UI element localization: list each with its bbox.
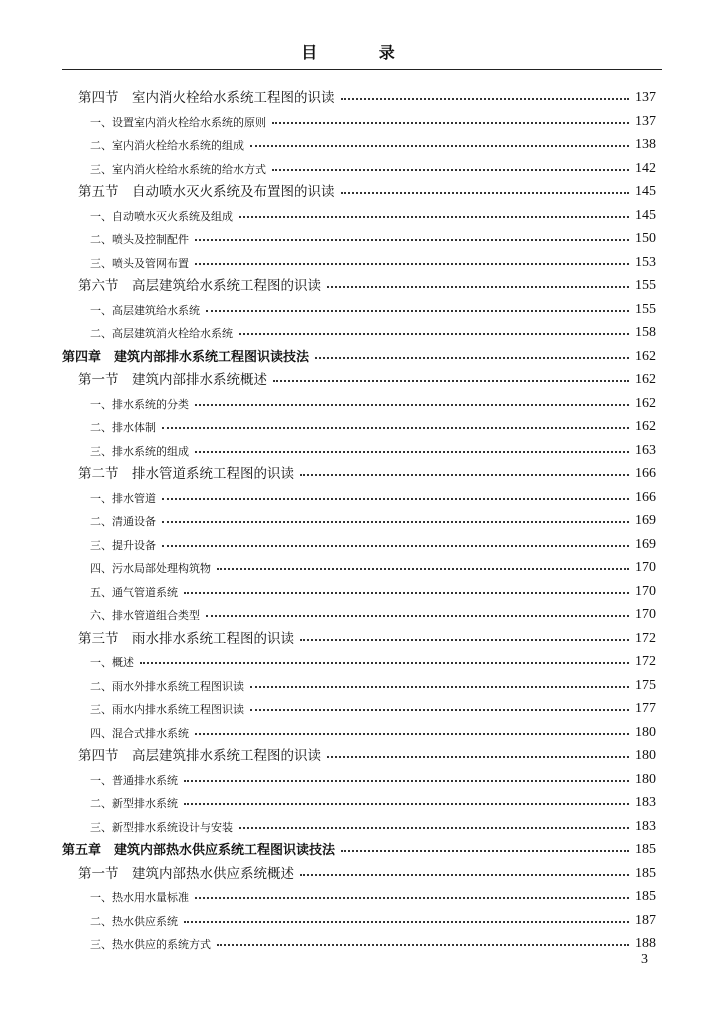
toc-entry-page: 185 bbox=[635, 889, 656, 904]
toc-entry-item[interactable] bbox=[90, 484, 656, 506]
toc-entry-label: 二、新型排水系统 bbox=[90, 797, 178, 810]
toc-entry-page: 170 bbox=[635, 560, 656, 575]
toc-entry-label: 第五节 自动喷水灭火系统及布置图的识读 bbox=[78, 184, 335, 200]
toc-entry-page: 169 bbox=[635, 536, 656, 552]
toc-entry-label: 一、设置室内消火栓给水系统的原则 bbox=[90, 115, 266, 129]
dot-leader bbox=[341, 850, 629, 852]
toc-entry-page: 185 bbox=[635, 842, 656, 857]
toc-entry-item[interactable] bbox=[90, 249, 656, 271]
toc-entry-label: 第三节 雨水排水系统工程图的识读 bbox=[78, 630, 294, 647]
toc-entry-page: 166 bbox=[635, 489, 656, 505]
toc-entry-label: 一、热水用水量标准 bbox=[90, 891, 189, 904]
dot-leader bbox=[206, 615, 629, 617]
toc-entry-page: 153 bbox=[635, 254, 656, 270]
toc-entry-page: 142 bbox=[635, 160, 656, 176]
toc-entry-page: 166 bbox=[635, 466, 656, 481]
toc-entry-section[interactable] bbox=[78, 625, 656, 647]
toc-entry-label: 四、污水局部处理构筑物 bbox=[90, 562, 211, 575]
toc-entry-label: 五、通气管道系统 bbox=[90, 585, 178, 599]
toc-entry-label: 二、喷头及控制配件 bbox=[90, 233, 189, 246]
toc-entry-label: 第四章 建筑内部排水系统工程图识读技法 bbox=[62, 349, 310, 365]
toc-entry-page: 187 bbox=[635, 912, 656, 928]
dot-leader bbox=[162, 427, 629, 429]
toc-entry-item[interactable] bbox=[90, 131, 656, 153]
dot-leader bbox=[300, 474, 629, 476]
toc-entry-label: 三、新型排水系统设计与安装 bbox=[90, 820, 233, 834]
page-number: 3 bbox=[641, 952, 648, 967]
toc-entry-label: 二、高层建筑消火栓给水系统 bbox=[90, 327, 233, 340]
toc-entry-page: 145 bbox=[635, 207, 656, 223]
toc-entry-item[interactable] bbox=[90, 930, 656, 952]
dot-leader bbox=[239, 216, 629, 218]
toc-entry-page: 180 bbox=[635, 724, 656, 740]
toc-entry-section[interactable] bbox=[78, 84, 656, 106]
toc-entry-page: 155 bbox=[635, 278, 656, 293]
toc-entry-page: 138 bbox=[635, 137, 656, 152]
toc-entry-page: 155 bbox=[635, 301, 656, 317]
toc-entry-label: 二、排水体制 bbox=[90, 421, 156, 434]
dot-leader bbox=[300, 874, 629, 876]
toc-entry-label: 第一节 建筑内部排水系统概述 bbox=[78, 372, 267, 388]
dot-leader bbox=[184, 592, 629, 594]
toc-entry-section[interactable] bbox=[78, 272, 656, 294]
toc-entry-label: 三、雨水内排水系统工程图识读 bbox=[90, 703, 244, 716]
toc-entry-label: 三、排水系统的组成 bbox=[90, 444, 189, 458]
toc-entry-label: 第五章 建筑内部热水供应系统工程图识读技法 bbox=[62, 843, 336, 858]
toc-entry-label: 一、自动喷水灭火系统及组成 bbox=[90, 209, 233, 223]
dot-leader bbox=[195, 239, 629, 241]
toc-entry-item[interactable] bbox=[90, 601, 656, 623]
toc-entry-page: 172 bbox=[635, 630, 656, 646]
dot-leader bbox=[327, 286, 629, 288]
toc-entry-page: 180 bbox=[635, 748, 656, 763]
toc-entry-item[interactable] bbox=[90, 695, 656, 717]
toc-entry-page: 158 bbox=[635, 325, 656, 340]
dot-leader bbox=[162, 498, 629, 500]
toc-entry-label: 三、室内消火栓给水系统的给水方式 bbox=[90, 162, 266, 176]
toc-entry-item[interactable] bbox=[90, 907, 656, 929]
toc-entry-item[interactable] bbox=[90, 578, 656, 600]
toc-entry-item[interactable] bbox=[90, 813, 656, 835]
toc-entry-page: 170 bbox=[635, 607, 656, 622]
toc-entry-page: 183 bbox=[635, 795, 656, 810]
toc-entry-label: 四、混合式排水系统 bbox=[90, 726, 189, 740]
toc-entry-item[interactable] bbox=[90, 507, 656, 529]
header-divider bbox=[62, 69, 662, 70]
toc-entry-page: 162 bbox=[635, 348, 656, 364]
toc-entry-label: 第二节 排水管道系统工程图的识读 bbox=[78, 466, 294, 482]
dot-leader bbox=[184, 803, 629, 805]
toc-entry-page: 137 bbox=[635, 113, 656, 129]
dot-leader bbox=[195, 263, 629, 265]
toc-entry-item[interactable] bbox=[90, 225, 656, 247]
dot-leader bbox=[341, 98, 630, 100]
toc-entry-chapter[interactable] bbox=[62, 343, 656, 365]
toc-entry-item[interactable] bbox=[90, 319, 656, 341]
toc-entry-page: 145 bbox=[635, 184, 656, 199]
toc-entry-page: 172 bbox=[635, 654, 656, 669]
toc-entry-label: 第四节 高层建筑排水系统工程图的识读 bbox=[78, 748, 321, 764]
toc-entry-item[interactable] bbox=[90, 554, 656, 576]
toc-entry-item[interactable] bbox=[90, 390, 656, 412]
toc-entry-label: 三、提升设备 bbox=[90, 538, 156, 552]
toc-entry-item[interactable] bbox=[90, 719, 656, 741]
toc-entry-item[interactable] bbox=[90, 766, 656, 788]
toc-entry-label: 二、清通设备 bbox=[90, 515, 156, 528]
dot-leader bbox=[217, 568, 629, 570]
toc-entry-chapter[interactable] bbox=[62, 836, 656, 858]
toc-entry-section[interactable] bbox=[78, 178, 656, 200]
toc-entry-page: 162 bbox=[635, 395, 656, 411]
toc-entry-item[interactable] bbox=[90, 296, 656, 318]
toc-entry-page: 163 bbox=[635, 442, 656, 458]
toc-entry-item[interactable] bbox=[90, 202, 656, 224]
dot-leader bbox=[184, 780, 629, 782]
toc-entry-item[interactable] bbox=[90, 883, 656, 905]
dot-leader bbox=[206, 310, 629, 312]
dot-leader bbox=[195, 451, 629, 453]
toc-entry-section[interactable] bbox=[78, 460, 656, 482]
toc-entry-label: 二、室内消火栓给水系统的组成 bbox=[90, 139, 244, 152]
toc-entry-label: 第四节 室内消火栓给水系统工程图的识读 bbox=[78, 90, 335, 106]
toc-entry-label: 二、热水供应系统 bbox=[90, 914, 178, 928]
dot-leader bbox=[250, 686, 629, 688]
toc-entry-page: 188 bbox=[635, 936, 656, 951]
toc-entry-label: 一、高层建筑给水系统 bbox=[90, 303, 200, 317]
dot-leader bbox=[162, 545, 629, 547]
toc-entry-item[interactable] bbox=[90, 155, 656, 177]
dot-leader bbox=[327, 756, 629, 758]
toc-entry-label: 六、排水管道组合类型 bbox=[90, 609, 200, 622]
toc-entry-page: 177 bbox=[635, 701, 656, 716]
toc-entry-label: 一、概述 bbox=[90, 656, 134, 669]
dot-leader bbox=[217, 944, 629, 946]
dot-leader bbox=[184, 921, 629, 923]
toc-entry-page: 180 bbox=[635, 771, 656, 787]
dot-leader bbox=[239, 827, 629, 829]
dot-leader bbox=[272, 169, 629, 171]
dot-leader bbox=[195, 733, 629, 735]
toc-entry-item[interactable] bbox=[90, 789, 656, 811]
toc-entry-item[interactable] bbox=[90, 531, 656, 553]
toc-entry-label: 一、普通排水系统 bbox=[90, 773, 178, 787]
dot-leader bbox=[273, 380, 629, 382]
dot-leader bbox=[250, 709, 629, 711]
toc-entry-label: 一、排水系统的分类 bbox=[90, 397, 189, 411]
toc-entry-section[interactable] bbox=[78, 860, 656, 882]
toc-entry-label: 第一节 建筑内部热水供应系统概述 bbox=[78, 865, 294, 882]
toc-entry-page: 169 bbox=[635, 513, 656, 528]
toc-entry-page: 150 bbox=[635, 231, 656, 246]
dot-leader bbox=[315, 357, 629, 359]
toc-entry-label: 二、雨水外排水系统工程图识读 bbox=[90, 679, 244, 693]
toc-entry-section[interactable] bbox=[78, 366, 656, 388]
toc-entry-item[interactable] bbox=[90, 672, 656, 694]
toc-entry-item[interactable] bbox=[90, 108, 656, 130]
toc-entry-label: 三、喷头及管网布置 bbox=[90, 256, 189, 270]
dot-leader bbox=[250, 145, 629, 147]
dot-leader bbox=[162, 521, 629, 523]
dot-leader bbox=[239, 333, 629, 335]
toc-entry-label: 第六节 高层建筑给水系统工程图的识读 bbox=[78, 278, 321, 294]
page-title: 目 录 bbox=[301, 43, 423, 62]
toc-entry-page: 185 bbox=[635, 865, 656, 881]
dot-leader bbox=[341, 192, 630, 194]
toc-entry-page: 137 bbox=[635, 90, 656, 105]
toc-entry-page: 162 bbox=[635, 419, 656, 434]
dot-leader bbox=[195, 404, 629, 406]
dot-leader bbox=[300, 639, 629, 641]
dot-leader bbox=[272, 122, 629, 124]
toc-entry-item[interactable] bbox=[90, 648, 656, 670]
toc-entry-item[interactable] bbox=[90, 413, 656, 435]
toc-entry-page: 183 bbox=[635, 818, 656, 834]
dot-leader bbox=[195, 897, 629, 899]
toc-entry-page: 162 bbox=[635, 372, 656, 387]
toc-entry-section[interactable] bbox=[78, 742, 656, 764]
toc-entry-page: 175 bbox=[635, 677, 656, 693]
toc-entry-item[interactable] bbox=[90, 437, 656, 459]
toc-entry-label: 三、热水供应的系统方式 bbox=[90, 938, 211, 951]
toc-entry-label: 一、排水管道 bbox=[90, 491, 156, 505]
toc-entry-page: 170 bbox=[635, 583, 656, 599]
dot-leader bbox=[140, 662, 629, 664]
